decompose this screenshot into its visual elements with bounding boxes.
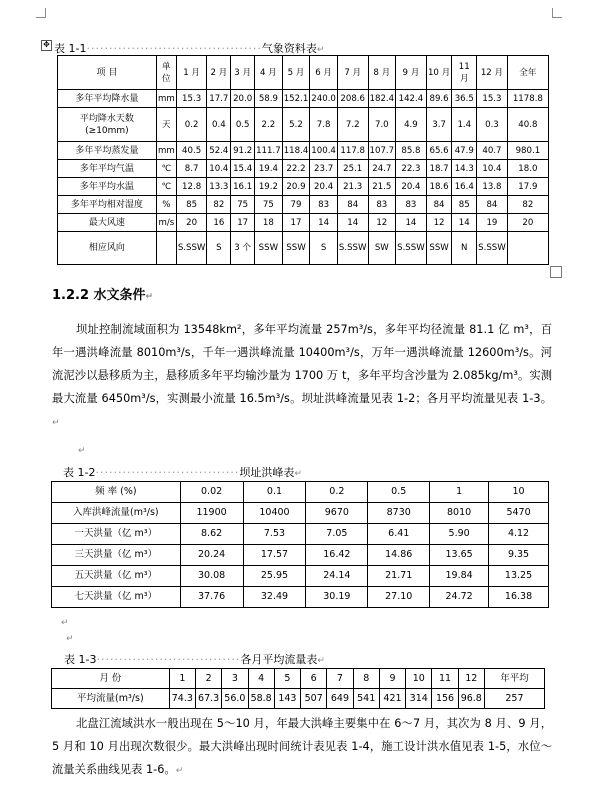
table1-cell: 12 [368,214,396,232]
table3-cell: 507 [301,689,327,709]
table1-cell: 19 [477,214,508,232]
table1-cell: 152.1 [282,90,310,108]
table1-header-cell: 3 月 [231,56,255,90]
table1-cell: 13.3 [207,178,231,196]
table3-header-cell: 10 [406,669,432,689]
table1-cell: 16.4 [452,178,477,196]
table1-cell: 4.9 [396,108,427,142]
table3-cell: 421 [379,689,405,709]
table3-header-cell: 2 [195,669,221,689]
table1-cell: 最大风速 [58,214,157,232]
table2-cell: 5470 [489,503,549,524]
table1-cell [156,232,176,265]
table1-cell: 13.8 [477,178,508,196]
table2-cell: 30.08 [180,566,243,587]
table1-cell: 12.8 [176,178,207,196]
table1-cell: 82 [207,196,231,214]
table2-cell: 24.14 [306,566,368,587]
table2-cell: 4.12 [489,524,549,545]
table1-cell: S.SSW [176,232,207,265]
table2-cell: 17.57 [243,545,306,566]
table1-cell: 142.4 [396,90,427,108]
table3-cell: 58.8 [248,689,274,709]
table3-cell: 67.3 [195,689,221,709]
table2-cell: 8.62 [180,524,243,545]
table3-caption: 表 1-3································各月平均流量表↵ [64,653,325,666]
table1-cell: 18 [255,214,283,232]
table1-header-row [58,56,549,90]
table3-cell: 143 [274,689,300,709]
table1-cell: 17 [282,214,310,232]
table1-cell: 22.3 [396,160,427,178]
table1-cell: 14 [310,214,338,232]
table2-caption-title: 坝址洪峰表 [239,466,295,479]
table1-cell: 17 [231,214,255,232]
table2-cell: 七天洪量（亿 m³） [52,587,181,608]
table1-cell: 19.2 [255,178,283,196]
table1-cell: 7.2 [337,108,368,142]
table1-cell: 84 [337,196,368,214]
table3-cell: 257 [484,689,544,709]
table3-header-cell: 9 [379,669,405,689]
table2-cell: 37.76 [180,587,243,608]
table1-cell: 980.1 [507,142,548,160]
table1-cell: 7.0 [368,108,396,142]
table1-cell: 多年平均水温 [58,178,157,196]
table2-header-cell: 0.1 [243,482,306,503]
table3-caption-label: 表 1-3 [64,653,97,666]
table1-cell: 15.3 [477,90,508,108]
table1-cell: 21.3 [337,178,368,196]
table1-cell: SSW [426,232,452,265]
table1-cell: 0.5 [231,108,255,142]
table2-row [52,587,549,608]
table1-cell: 15.3 [176,90,207,108]
empty-paragraph-mark: ↵ [78,446,86,456]
table1-cell: 天 [156,108,176,142]
table2-cell: 五天洪量（亿 m³） [52,566,181,587]
table1-cell: 85.8 [396,142,427,160]
table1-cell: 83 [396,196,427,214]
table1-header-cell: 9 月 [396,56,427,90]
table1-header-cell: 8 月 [368,56,396,90]
table1-cell: 40.5 [176,142,207,160]
table1-row [58,232,549,265]
table1-cell: S.SSW [396,232,427,265]
table3-caption-title: 各月平均流量表 [240,653,318,666]
table3-header-cell: 7 [327,669,353,689]
table1-header-cell: 6 月 [310,56,338,90]
table2-header-cell: 1 [430,482,489,503]
table1-caption-title: 气象资料表 [261,42,317,55]
table1-header-cell: 11 月 [452,56,477,90]
table2-row [52,524,549,545]
table1-cell: 2.2 [255,108,283,142]
table1-cell: S [207,232,231,265]
table3-cell: 314 [406,689,432,709]
table1-cell: 0.2 [176,108,207,142]
crop-mark-top-right [552,8,562,18]
table1-row [58,214,549,232]
table3-header-cell: 1 [169,669,195,689]
table1-cell: 17.7 [207,90,231,108]
table1-cell: 14 [396,214,427,232]
table-resize-handle[interactable] [550,266,562,278]
table1-cell: 79 [282,196,310,214]
table1-cell: 20.4 [310,178,338,196]
table3-cell: 541 [353,689,379,709]
table2-row [52,545,549,566]
table2-cell: 7.53 [243,524,306,545]
table1-cell: 10.4 [477,160,508,178]
table1-cell: 0.3 [477,108,508,142]
table1-header-cell: 2 月 [207,56,231,90]
table1-cell: 7.8 [310,108,338,142]
table1-cell: 22.2 [282,160,310,178]
table1-body [58,90,549,265]
table1-header-cell: 1 月 [176,56,207,90]
table3-row [52,689,545,709]
table3-header-cell: 4 [248,669,274,689]
flood-peak-table [51,481,549,608]
flood-season-paragraph-text: 北盘江流域洪水一般出现在 5～10 月，年最大洪峰主要集中在 6～7 月，其次为 8 月、9 月，5 月和 10 月出现次数很少。最大洪峰出现时间统计表见表 1-4，施工设计洪水值见表 1-5，水位～流量关系曲线见表 1-6。 [52,717,552,776]
table1-header-cell: 10 月 [426,56,452,90]
table2-cell: 13.25 [489,566,549,587]
table2-cell: 5.90 [430,524,489,545]
table1-cell: 18.7 [426,160,452,178]
table1-cell: S.SSW [477,232,508,265]
table1-cell: 240.0 [310,90,338,108]
table1-cell: 16 [207,214,231,232]
table1-cell: ℃ [156,160,176,178]
table1-cell: 91.2 [231,142,255,160]
table1-cell: 多年平均气温 [58,160,157,178]
table1-cell: 14 [452,214,477,232]
table1-cell: 1178.8 [507,90,548,108]
table2-cell: 32.49 [243,587,306,608]
table1-cell: 47.9 [452,142,477,160]
table2-cell: 21.71 [368,566,430,587]
table2-cell: 27.10 [368,587,430,608]
table1-cell: 多年平均蒸发量 [58,142,157,160]
table1-cell: SSW [282,232,310,265]
table1-header-cell: 项 目 [58,56,157,90]
table3-header-cell: 月 份 [52,669,170,689]
table1-header-cell: 12 月 [477,56,508,90]
table1-cell: 118.4 [282,142,310,160]
table2-header-cell: 10 [489,482,549,503]
table3-cell: 649 [327,689,353,709]
table1-cell: 多年平均降水量 [58,90,157,108]
table3-header-row [52,669,545,689]
crop-mark-top-left [36,8,46,18]
table1-cell: 8.7 [176,160,207,178]
table3-header-cell: 11 [432,669,458,689]
table1-cell: 83 [368,196,396,214]
table1-row [58,108,549,142]
table2-header-cell: 0.5 [368,482,430,503]
table1-cell: 3.7 [426,108,452,142]
table1-cell: 65.6 [426,142,452,160]
table1-cell: 1.4 [452,108,477,142]
table1-cell: 182.4 [368,90,396,108]
table2-cell: 19.84 [430,566,489,587]
table2-header-row [52,482,549,503]
table1-cell: 107.7 [368,142,396,160]
table2-cell: 6.41 [368,524,430,545]
table1-cell: 18.6 [426,178,452,196]
table1-cell: 75 [255,196,283,214]
table1-cell: ℃ [156,178,176,196]
meteorological-table [57,55,549,265]
table-move-handle-icon[interactable]: ✥ [41,40,52,51]
table1-header-cell: 4 月 [255,56,283,90]
table1-cell: N [452,232,477,265]
table1-cell: 23.7 [310,160,338,178]
table1-cell: 16.1 [231,178,255,196]
table1-cell: S.SSW [337,232,368,265]
table1-cell: 14.3 [452,160,477,178]
table2-cell: 16.38 [489,587,549,608]
table1-cell: 10.4 [207,160,231,178]
table1-row [58,142,549,160]
table2-caption: 表 1-2································坝址洪峰表↵ [63,466,302,479]
table1-cell: SW [368,232,396,265]
table3-header-cell: 8 [353,669,379,689]
table1-caption-label: 表 1-1 [54,42,87,55]
table2-cell: 8010 [430,503,489,524]
table2-header-cell: 0.02 [180,482,243,503]
table2-cell: 10400 [243,503,306,524]
table2-body [52,482,549,608]
table1-cell: 83 [310,196,338,214]
table1-row [58,160,549,178]
table1-cell: 相应风向 [58,232,157,265]
table1-cell: 19.4 [255,160,283,178]
table1-cell: 17.9 [507,178,548,196]
table1-cell [507,232,548,265]
table1-cell: 40.8 [507,108,548,142]
table1-cell: m/s [156,214,176,232]
table1-header-cell: 7 月 [337,56,368,90]
table1-cell: 20.9 [282,178,310,196]
table1-cell: 25.1 [337,160,368,178]
table1-cell: 89.6 [426,90,452,108]
table1-header-cell: 全年 [507,56,548,90]
table2-cell: 13.65 [430,545,489,566]
table1-cell: 5.2 [282,108,310,142]
table1-cell: mm [156,90,176,108]
table1-caption: 表 1-1·······································气象资料表↵ [54,42,325,55]
table1-cell: 58.9 [255,90,283,108]
table1-cell: 18.0 [507,160,548,178]
table1-cell: 20.4 [396,178,427,196]
table3-header-cell: 3 [222,669,248,689]
table1-cell: 3 个 [231,232,255,265]
table2-cell: 14.86 [368,545,430,566]
table3-header-cell: 12 [458,669,484,689]
table2-cell: 一天洪量（亿 m³） [52,524,181,545]
table2-cell: 20.24 [180,545,243,566]
table2-cell: 25.95 [243,566,306,587]
table2-row [52,503,549,524]
monthly-flow-table [51,668,545,709]
table1-cell: % [156,196,176,214]
table1-cell: 100.4 [310,142,338,160]
table2-caption-label: 表 1-2 [63,466,96,479]
table3-header-cell: 5 [274,669,300,689]
table3-cell: 74.3 [169,689,195,709]
table1-cell: 208.6 [337,90,368,108]
table2-cell: 7.05 [306,524,368,545]
table3-cell: 96.8 [458,689,484,709]
table2-cell: 9.35 [489,545,549,566]
table2-cell: 三天洪量（亿 m³） [52,545,181,566]
table2-cell: 24.72 [430,587,489,608]
table1-header-cell: 单位 [156,56,176,90]
table1-cell: 84 [426,196,452,214]
table1-cell: 82 [507,196,548,214]
table1-cell: 75 [231,196,255,214]
flood-season-paragraph: 北盘江流域洪水一般出现在 5～10 月，年最大洪峰主要集中在 6～7 月，其次为 8 月、9 月，5 月和 10 月出现次数很少。最大洪峰出现时间统计表见表 1-4，施工设计洪水值见表 1-5，水位～流量关系曲线见表 1-6。↵ [52,717,552,776]
table1-cell: 14 [337,214,368,232]
table2-cell: 8730 [368,503,430,524]
table1-cell: 15.4 [231,160,255,178]
hydrology-paragraph-text: 坝址控制流域面积为 13548km²，多年平均流量 257m³/s，多年平均径流量 81.1 亿 m³，百年一遇洪峰流量 8010m³/s，千年一遇洪峰流量 10400m³/s，万年一遇洪峰流量 12600m³/s。河流泥沙以悬移质为主，悬移质多年平均输沙量为 1700 万 t，多年平均含沙量为 2.085kg/m³。实测最大流量 6450m³/s，实测最小流量 16.5m³/s。坝址洪峰流量见表 1-2；各月平均流量见表 1-3。 [52,323,552,405]
table3-body [52,669,545,709]
table1-header-cell: 5 月 [282,56,310,90]
table1-cell: 12 [426,214,452,232]
table1-cell: 52.4 [207,142,231,160]
table1-cell: 117.8 [337,142,368,160]
table1-cell: 20 [176,214,207,232]
table3-header-cell: 年平均 [484,669,544,689]
table3-cell: 平均流量(m³/s) [52,689,170,709]
table2-cell: 16.42 [306,545,368,566]
table2-row [52,566,549,587]
table2-cell: 9670 [306,503,368,524]
table1-cell: 111.7 [255,142,283,160]
table2-header-cell: 频 率 (%) [52,482,181,503]
table2-header-cell: 0.2 [306,482,368,503]
table1-cell: 84 [477,196,508,214]
section-heading-text: 1.2.2 水文条件 [52,288,146,303]
table1-cell: 21.5 [368,178,396,196]
table1-cell: 40.7 [477,142,508,160]
table1-cell: 36.5 [452,90,477,108]
table1-cell: 85 [176,196,207,214]
section-heading: 1.2.2 水文条件↵ [52,288,154,303]
table1-cell: 多年平均相对湿度 [58,196,157,214]
hydrology-paragraph: 坝址控制流域面积为 13548km²，多年平均流量 257m³/s，多年平均径流量 81.1 亿 m³，百年一遇洪峰流量 8010m³/s，千年一遇洪峰流量 10400m³/s，万年一遇洪峰流量 12600m³/s。河流泥沙以悬移质为主，悬移质多年平均输沙量为 1700 万 t，多年平均含沙量为 2.085kg/m³。实测最大流量 6450m³/s，实测最小流量 16.5m³/s。坝址洪峰流量见表 1-2；各月平均流量见表 1-3。↵ [52,323,552,428]
table2-cell: 入库洪峰流量(m³/s) [52,503,181,524]
table1-cell: 85 [452,196,477,214]
table1-cell: 0.4 [207,108,231,142]
table1-cell: 平均降水天数(≥10mm) [58,108,157,142]
table2-cell: 11900 [180,503,243,524]
table3-cell: 56.0 [222,689,248,709]
table1-cell: S [310,232,338,265]
table1-cell: mm [156,142,176,160]
table1-cell: 20.0 [231,90,255,108]
empty-paragraph-mark: ↵ [61,618,69,628]
table3-cell: 156 [432,689,458,709]
table1-cell: SSW [255,232,283,265]
table1-cell: 20 [507,214,548,232]
table1-cell: 24.7 [368,160,396,178]
table1-row [58,178,549,196]
table3-header-cell: 6 [301,669,327,689]
empty-paragraph-mark: ↵ [66,634,74,644]
table2-cell: 30.19 [306,587,368,608]
table1-row [58,196,549,214]
table1-row [58,90,549,108]
